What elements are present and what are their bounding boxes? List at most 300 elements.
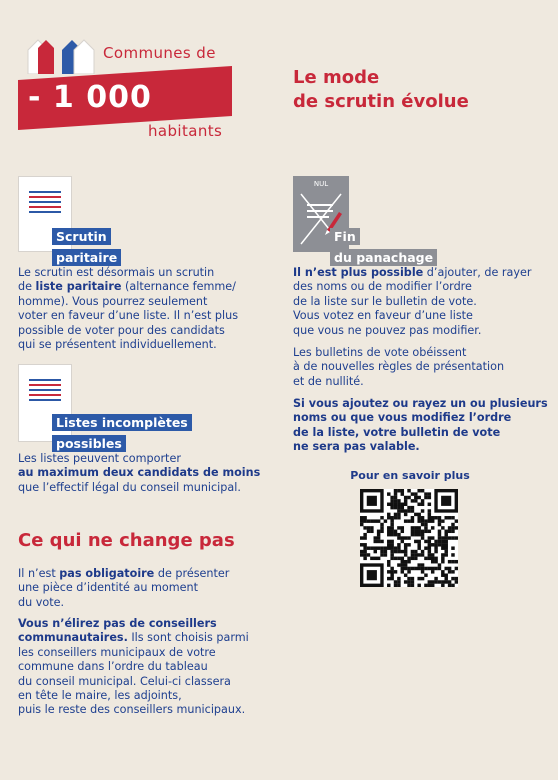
qr-module <box>424 546 427 549</box>
qr-module <box>434 557 437 560</box>
qr-module <box>441 584 444 587</box>
title-line1: Le mode <box>293 67 380 88</box>
qr-module <box>438 567 441 570</box>
qr-module <box>360 523 363 526</box>
qr-module <box>384 553 387 556</box>
qr-module <box>404 499 407 502</box>
qr-module <box>428 536 431 539</box>
qr-module <box>411 516 414 519</box>
qr-module <box>380 530 383 533</box>
qr-module <box>424 567 427 570</box>
qr-module <box>380 526 383 529</box>
qr-module <box>417 540 420 543</box>
qr-module <box>401 536 404 539</box>
qr-module <box>363 519 366 522</box>
qr-module <box>444 516 447 519</box>
qr-module <box>438 516 441 519</box>
panachage-line: Vous votez en faveur d’une liste <box>293 309 473 323</box>
qr-module <box>438 533 441 536</box>
scrutin-line: voter en faveur d’une liste. Il n’est plus <box>18 309 239 323</box>
qr-module <box>431 516 434 519</box>
qr-module <box>424 519 427 522</box>
qr-module <box>444 540 447 543</box>
qr-module <box>380 540 383 543</box>
qr-module <box>404 536 407 539</box>
qr-module <box>407 519 410 522</box>
listes-tag-line1: Listes incomplètes <box>52 414 192 431</box>
qr-module <box>451 516 454 519</box>
bold-text: liste paritaire <box>35 280 122 294</box>
qr-module <box>377 530 380 533</box>
big-number: - 1 000 <box>28 80 152 115</box>
qr-module <box>414 526 417 529</box>
qr-module <box>407 509 410 512</box>
qr-module <box>397 536 400 539</box>
qr-module <box>407 567 410 570</box>
qr-module <box>397 526 400 529</box>
qr-module <box>384 550 387 553</box>
qr-module <box>397 516 400 519</box>
qr-module <box>414 530 417 533</box>
qr-module <box>407 506 410 509</box>
qr-module <box>360 553 363 556</box>
savoir-plus-label: Pour en savoir plus <box>350 469 470 482</box>
qr-module <box>390 499 393 502</box>
qr-module <box>394 584 397 587</box>
qr-module <box>428 540 431 543</box>
qr-module <box>374 557 377 560</box>
qr-module <box>390 570 393 573</box>
qr-module <box>394 513 397 516</box>
qr-module <box>421 553 424 556</box>
habitants-label: habitants <box>148 122 223 140</box>
qr-module <box>438 530 441 533</box>
qr-module <box>431 580 434 583</box>
qr-module <box>424 492 427 495</box>
qr-module <box>407 584 410 587</box>
qr-module <box>360 536 363 539</box>
qr-module <box>401 550 404 553</box>
qr-module <box>411 567 414 570</box>
qr-module <box>441 580 444 583</box>
qr-module <box>407 577 410 580</box>
qr-module <box>444 577 447 580</box>
qr-module <box>380 546 383 549</box>
qr-module <box>360 519 363 522</box>
qr-module <box>397 557 400 560</box>
qr-module <box>441 557 444 560</box>
qr-module <box>417 503 420 506</box>
qr-module <box>424 584 427 587</box>
qr-module <box>390 496 393 499</box>
panachage-line: de la liste sur le bulletin de vote. <box>293 294 477 308</box>
qr-module <box>411 557 414 560</box>
panachage-line: des noms ou de modifier l’ordre <box>293 280 472 294</box>
qr-module <box>417 516 420 519</box>
qr-module <box>397 499 400 502</box>
qr-module <box>387 516 390 519</box>
qr-module <box>434 580 437 583</box>
qr-module <box>451 570 454 573</box>
qr-module <box>387 492 390 495</box>
unchanged-paragraph-2 <box>18 617 273 718</box>
qr-module <box>448 526 451 529</box>
qr-module <box>384 519 387 522</box>
qr-module <box>394 546 397 549</box>
unchanged-line: les conseillers municipaux de votre <box>18 645 216 659</box>
qr-module <box>384 546 387 549</box>
qr-module <box>390 567 393 570</box>
qr-module <box>374 540 377 543</box>
qr-module <box>363 526 366 529</box>
listes-tag-line2: possibles <box>52 435 126 452</box>
qr-module <box>397 513 400 516</box>
qr-module <box>367 546 370 549</box>
qr-module <box>414 567 417 570</box>
qr-module <box>444 546 447 549</box>
qr-module <box>444 533 447 536</box>
qr-module <box>448 584 451 587</box>
qr-module <box>397 563 400 566</box>
qr-module <box>360 550 363 553</box>
qr-module <box>438 563 441 566</box>
qr-finder <box>367 570 377 580</box>
qr-module <box>431 553 434 556</box>
panachage-paragraph-3 <box>293 397 548 455</box>
qr-module <box>424 530 427 533</box>
listes-paragraph <box>18 452 268 495</box>
qr-module <box>434 546 437 549</box>
qr-module <box>417 513 420 516</box>
qr-module <box>377 533 380 536</box>
qr-module <box>421 567 424 570</box>
qr-module <box>431 570 434 573</box>
qr-module <box>407 570 410 573</box>
qr-module <box>421 563 424 566</box>
panachage-line: et de nullité. <box>293 374 364 388</box>
qr-module <box>411 506 414 509</box>
qr-module <box>441 540 444 543</box>
qr-module <box>451 577 454 580</box>
qr-module <box>401 506 404 509</box>
qr-module <box>377 536 380 539</box>
qr-module <box>414 540 417 543</box>
qr-module <box>411 584 414 587</box>
qr-module <box>390 543 393 546</box>
scrutin-line <box>18 280 268 294</box>
qr-module <box>431 543 434 546</box>
qr-module <box>380 516 383 519</box>
qr-finder <box>441 496 451 506</box>
qr-module <box>428 567 431 570</box>
qr-module <box>390 540 393 543</box>
qr-module <box>424 526 427 529</box>
qr-module <box>401 557 404 560</box>
qr-module <box>424 573 427 576</box>
qr-module <box>394 489 397 492</box>
qr-module <box>401 489 404 492</box>
qr-module <box>431 567 434 570</box>
qr-module <box>414 533 417 536</box>
qr-module <box>411 499 414 502</box>
qr-module <box>455 526 458 529</box>
qr-module <box>370 557 373 560</box>
unchanged-line: commune dans l’ordre du tableau <box>18 660 208 674</box>
qr-module <box>404 546 407 549</box>
qr-module <box>401 509 404 512</box>
qr-module <box>370 519 373 522</box>
qr-module <box>455 567 458 570</box>
panachage-paragraph-2 <box>293 346 543 389</box>
qr-module <box>455 580 458 583</box>
listes-line: Les listes peuvent comporter <box>18 452 181 465</box>
qr-module <box>421 509 424 512</box>
qr-module <box>401 560 404 563</box>
bold-text: communautaires. <box>18 631 128 645</box>
qr-module <box>417 519 420 522</box>
qr-module <box>374 550 377 553</box>
qr-module <box>401 540 404 543</box>
qr-module <box>394 506 397 509</box>
qr-module <box>390 506 393 509</box>
qr-module <box>363 533 366 536</box>
qr-module <box>421 499 424 502</box>
qr-module <box>431 557 434 560</box>
panachage-line: à de nouvelles règles de présentation <box>293 360 505 374</box>
text: Il n’est <box>18 567 60 580</box>
scrutin-line: possible de voter pour des candidats <box>18 323 225 337</box>
qr-module <box>401 492 404 495</box>
qr-module <box>441 543 444 546</box>
qr-module <box>417 546 420 549</box>
qr-module <box>397 533 400 536</box>
qr-module <box>404 550 407 553</box>
qr-module <box>363 557 366 560</box>
qr-module <box>387 526 390 529</box>
qr-module <box>451 523 454 526</box>
qr-module <box>387 560 390 563</box>
qr-module <box>404 503 407 506</box>
scrutin-line: homme). Vous pourrez seulement <box>18 294 208 308</box>
qr-module <box>394 503 397 506</box>
qr-module <box>397 509 400 512</box>
qr-module <box>377 557 380 560</box>
bold-text: Vous n’élirez pas de conseillers <box>18 617 217 630</box>
listes-tag <box>52 412 192 454</box>
bold-text: au maximum deux candidats de moins <box>18 466 261 480</box>
qr-module <box>417 489 420 492</box>
qr-module <box>363 550 366 553</box>
unchanged-title: Ce qui ne change pas <box>18 530 235 551</box>
page-title <box>293 66 469 114</box>
qr-module <box>414 553 417 556</box>
qr-module <box>407 580 410 583</box>
qr-module <box>394 580 397 583</box>
qr-module <box>431 519 434 522</box>
qr-module <box>367 530 370 533</box>
scrutin-paragraph <box>18 266 268 352</box>
qr-module <box>390 573 393 576</box>
qr-module <box>428 513 431 516</box>
qr-module <box>404 580 407 583</box>
qr-module <box>401 526 404 529</box>
qr-module <box>417 530 420 533</box>
qr-module <box>363 516 366 519</box>
qr-module <box>455 536 458 539</box>
qr-module <box>390 530 393 533</box>
qr-module <box>438 536 441 539</box>
qr-module <box>424 523 427 526</box>
qr-module <box>428 496 431 499</box>
scrutin-tag-line1: Scrutin <box>52 228 111 245</box>
qr-module <box>444 536 447 539</box>
scrutin-line: Le scrutin est désormais un scrutin <box>18 266 215 279</box>
qr-module <box>421 533 424 536</box>
qr-module <box>444 553 447 556</box>
qr-module <box>411 492 414 495</box>
qr-module <box>407 496 410 499</box>
qr-module <box>390 523 393 526</box>
qr-module <box>401 563 404 566</box>
qr-module <box>414 557 417 560</box>
qr-module <box>397 546 400 549</box>
unchanged-line: du conseil municipal. Celui-ci classera <box>18 674 231 688</box>
qr-module <box>374 536 377 539</box>
qr-module <box>411 519 414 522</box>
qr-finder <box>367 496 377 506</box>
qr-module <box>411 526 414 529</box>
qr-module <box>451 526 454 529</box>
qr-module <box>401 570 404 573</box>
qr-module <box>417 553 420 556</box>
bold-text: Il n’est plus possible <box>293 266 424 279</box>
qr-module <box>448 567 451 570</box>
qr-module <box>394 496 397 499</box>
qr-module <box>414 513 417 516</box>
qr-module <box>387 530 390 533</box>
qr-module <box>407 543 410 546</box>
qr-module <box>404 496 407 499</box>
qr-module <box>434 540 437 543</box>
qr-module <box>387 546 390 549</box>
qr-module <box>411 577 414 580</box>
qr-module <box>380 550 383 553</box>
qr-module <box>428 543 431 546</box>
qr-module <box>438 519 441 522</box>
scrutin-line: qui se présentent individuellement. <box>18 338 217 352</box>
qr-module <box>390 503 393 506</box>
qr-module <box>431 526 434 529</box>
qr-module <box>394 499 397 502</box>
qr-module <box>394 492 397 495</box>
qr-module <box>380 523 383 526</box>
qr-module <box>428 509 431 512</box>
qr-module <box>434 516 437 519</box>
unchanged-line: en tête le maire, les adjoints, <box>18 689 182 703</box>
qr-module <box>455 560 458 563</box>
qr-module <box>438 523 441 526</box>
qr-module <box>421 570 424 573</box>
qr-module <box>374 546 377 549</box>
qr-module <box>428 492 431 495</box>
qr-module <box>451 553 454 556</box>
qr-module <box>370 530 373 533</box>
qr-module <box>394 533 397 536</box>
qr-module <box>428 557 431 560</box>
qr-module <box>417 584 420 587</box>
qr-module <box>431 584 434 587</box>
communes-de-label: Communes de <box>103 44 216 62</box>
qr-module <box>434 567 437 570</box>
qr-module <box>444 550 447 553</box>
qr-module <box>441 573 444 576</box>
qr-module <box>448 580 451 583</box>
qr-module <box>417 533 420 536</box>
scrutin-tag <box>52 226 121 268</box>
qr-module <box>407 536 410 539</box>
qr-module <box>404 573 407 576</box>
qr-module <box>444 543 447 546</box>
qr-module <box>424 496 427 499</box>
qr-module <box>434 560 437 563</box>
qr-module <box>390 519 393 522</box>
qr-module <box>404 563 407 566</box>
qr-module <box>404 509 407 512</box>
qr-module <box>428 580 431 583</box>
text: d’ajouter, de rayer <box>423 266 532 279</box>
qr-module <box>390 577 393 580</box>
qr-module <box>428 519 431 522</box>
qr-module <box>387 540 390 543</box>
qr-module <box>387 533 390 536</box>
qr-module <box>448 516 451 519</box>
qr-module <box>428 553 431 556</box>
qr-module <box>390 533 393 536</box>
qr-module <box>363 553 366 556</box>
qr-module <box>387 513 390 516</box>
qr-module <box>444 580 447 583</box>
qr-module <box>441 553 444 556</box>
panachage-line: Si vous ajoutez ou rayez un ou plusieurs <box>293 397 548 410</box>
qr-module <box>441 536 444 539</box>
unchanged-line: une pièce d’identité au moment <box>18 581 198 595</box>
qr-module <box>451 530 454 533</box>
qr-module <box>414 492 417 495</box>
qr-module <box>421 503 424 506</box>
qr-module <box>390 546 393 549</box>
scrutin-tag-line2: paritaire <box>52 249 121 266</box>
qr-module <box>441 546 444 549</box>
qr-module <box>401 530 404 533</box>
qr-module <box>444 530 447 533</box>
qr-module <box>451 546 454 549</box>
qr-module <box>370 526 373 529</box>
panachage-tag-line2: du panachage <box>330 249 437 266</box>
qr-module <box>404 513 407 516</box>
qr-module <box>428 516 431 519</box>
qr-module <box>448 560 451 563</box>
title-line2: de scrutin évolue <box>293 91 469 112</box>
qr-module <box>451 584 454 587</box>
qr-module <box>414 496 417 499</box>
qr-module <box>394 516 397 519</box>
qr-module <box>448 530 451 533</box>
qr-module <box>397 543 400 546</box>
qr-module <box>404 560 407 563</box>
qr-module <box>421 577 424 580</box>
qr-module <box>363 536 366 539</box>
qr-code[interactable] <box>360 489 458 587</box>
